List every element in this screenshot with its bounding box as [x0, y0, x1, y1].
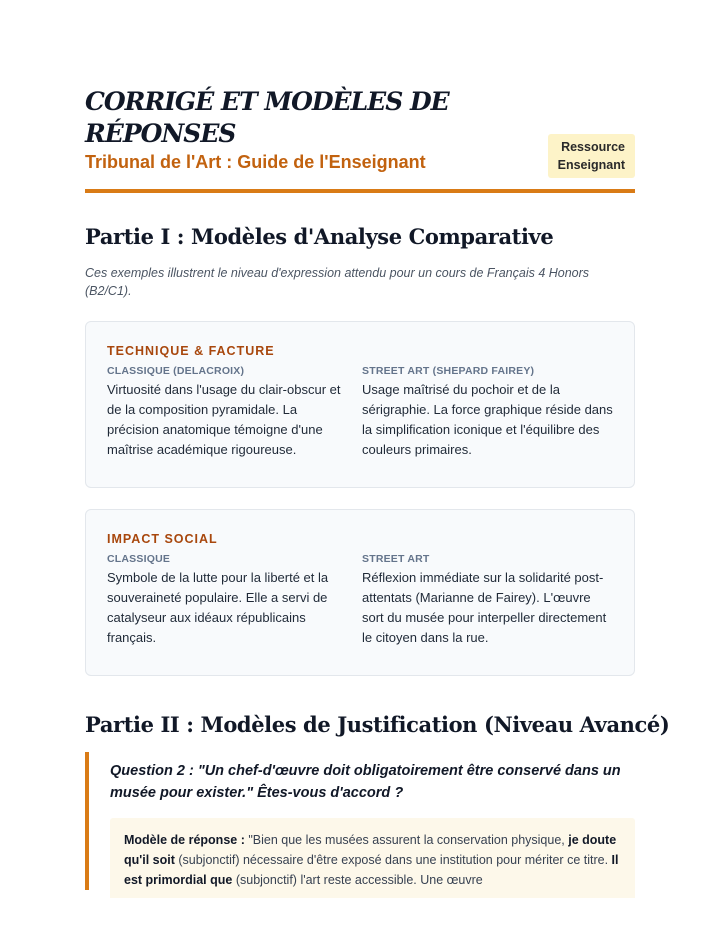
card-title: IMPACT SOCIAL [107, 532, 218, 546]
card-columns [107, 365, 613, 460]
column-text: Réflexion immédiate sur la solidarité post-attentats (Marianne de Fairey). L'œuvre sort du musée pour interpeller directement le citoyen dans la rue. [362, 570, 607, 645]
document-title: CORRIGÉ ET MODÈLES DE RÉPONSES [85, 87, 449, 148]
answer-highlight: je doute qu'il soit [124, 833, 617, 867]
card-column-classique [107, 365, 360, 460]
question-block [85, 752, 635, 890]
column-label: STREET ART (SHEPARD FAIREY) [362, 365, 535, 377]
column-label: STREET ART [362, 553, 430, 565]
card-columns [107, 553, 613, 648]
resource-badge [548, 134, 635, 178]
answer-label: Modèle de réponse : [124, 833, 245, 847]
model-answer [110, 818, 635, 898]
comparison-card-technique [85, 321, 635, 488]
column-label: CLASSIQUE [107, 553, 171, 565]
column-label: CLASSIQUE (DELACROIX) [107, 365, 245, 377]
document-subtitle: Tribunal de l'Art : Guide de l'Enseignant [85, 152, 426, 172]
part2-title: Partie II : Modèles de Justification (Niveau Avancé) [85, 712, 670, 737]
answer-highlight: Il est primordial que [124, 853, 619, 887]
answer-text: "Bien que les musées assurent la conservation physique, [244, 833, 569, 847]
card-column-street-art [360, 553, 613, 648]
column-text: Symbole de la lutte pour la liberté et la souveraineté populaire. Elle a servi de catalyseur aux idéaux républicains français. [107, 570, 329, 645]
question-text: Question 2 : "Un chef-d'œuvre doit obligatoirement être conservé dans un musée pour exister." Êtes-vous d'accord ? [110, 763, 621, 801]
document-header [85, 86, 635, 173]
badge-line-2: Enseignant [557, 158, 625, 172]
badge-line-1: Ressource [561, 140, 625, 154]
answer-text: (subjonctif) l'art reste accessible. Une œuvre [232, 873, 483, 887]
card-column-street-art [360, 365, 613, 460]
comparison-card-impact [85, 509, 635, 676]
part1-intro: Ces exemples illustrent le niveau d'expression attendu pour un cours de Français 4 Honors (B2/C1). [85, 266, 590, 298]
column-text: Usage maîtrisé du pochoir et de la sérigraphie. La force graphique réside dans la simplification iconique et l'équilibre des couleurs primaires. [362, 382, 613, 457]
card-column-classique [107, 553, 360, 648]
header-divider [85, 189, 635, 193]
column-text: Virtuosité dans l'usage du clair-obscur et de la composition pyramidale. La précision anatomique témoigne d'une maîtrise académique rigoureuse. [107, 382, 341, 457]
answer-text: (subjonctif) nécessaire d'être exposé dans une institution pour mériter ce titre. [174, 853, 612, 867]
card-title: TECHNIQUE & FACTURE [107, 344, 275, 358]
part1-title: Partie I : Modèles d'Analyse Comparative [85, 224, 554, 249]
